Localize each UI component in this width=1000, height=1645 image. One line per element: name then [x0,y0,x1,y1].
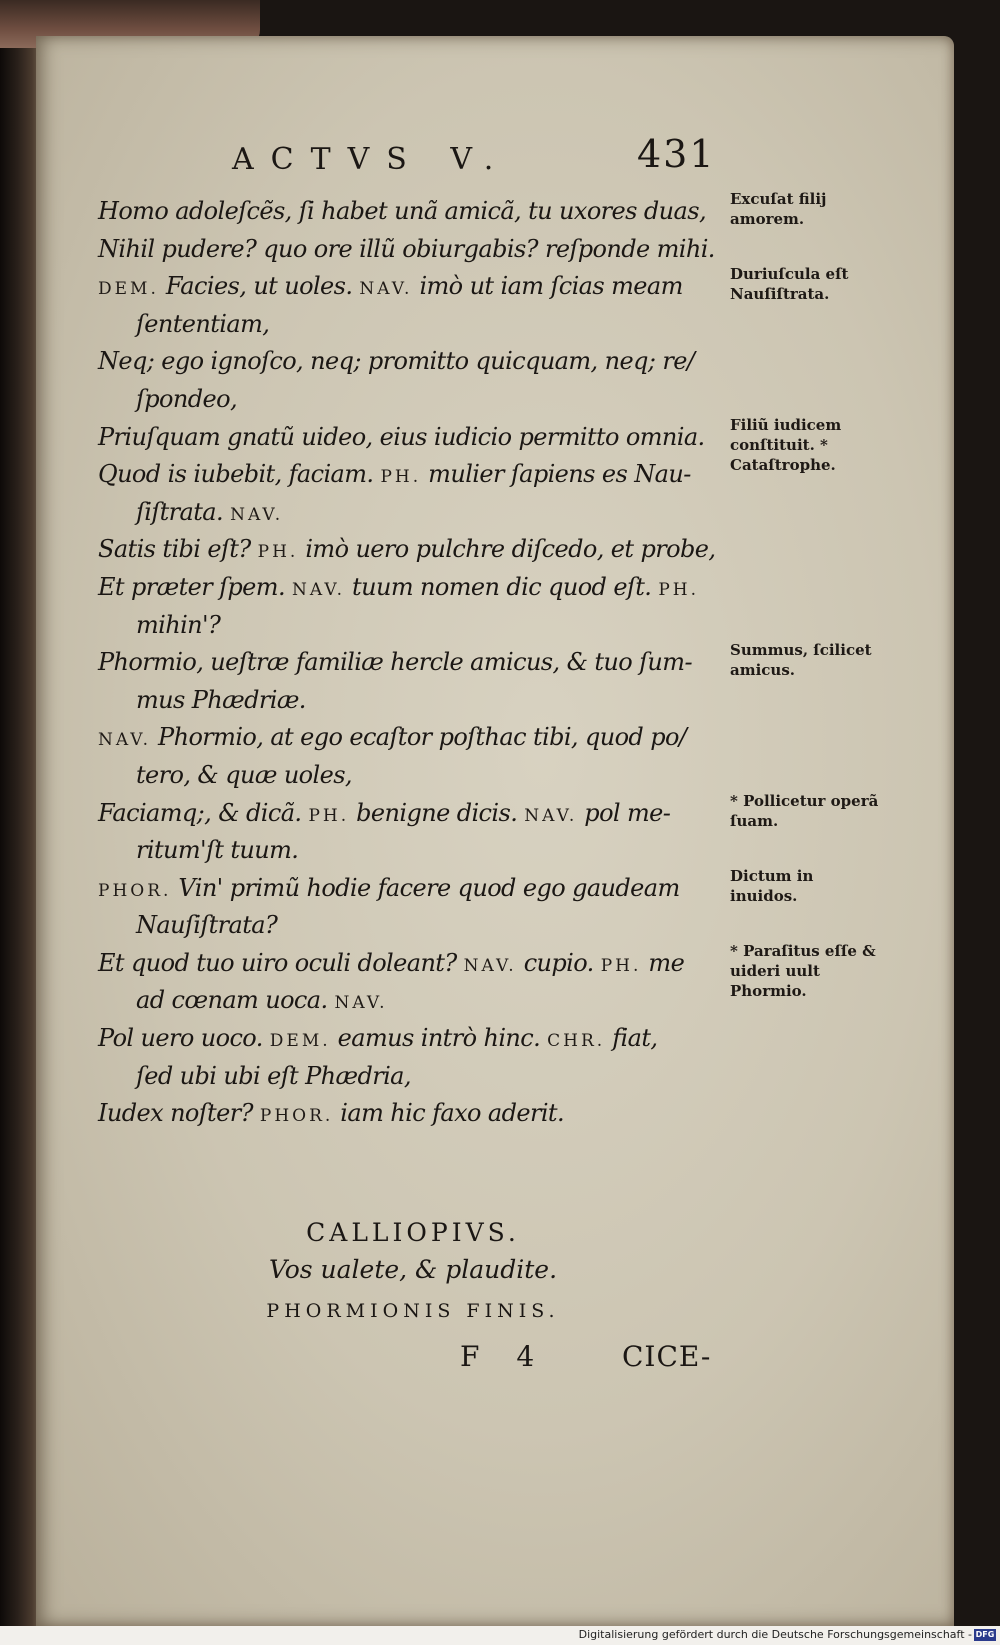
closing-speaker: CALLIOPIVS. [306,1218,520,1247]
text-line [98,757,728,795]
text-line [98,870,728,908]
line-segment: Pol uero uoco. [98,1024,270,1053]
line-segment: eamus intrò hinc. [330,1024,548,1053]
speaker-abbrev: NAV. [98,730,152,751]
speaker-abbrev: NAV. [292,579,346,600]
text-line [98,1020,728,1058]
speaker-abbrev: NAV. [359,279,413,300]
line-segment: ritum'ſt tuum. [136,836,299,865]
line-segment: ſententiam, [136,309,270,338]
speaker-abbrev: PH. [380,467,422,488]
text-line [98,456,728,494]
text-line [98,306,728,344]
line-segment: ſpondeo, [136,384,237,413]
dfg-logo: DFG [975,1630,995,1639]
text-line [98,945,728,983]
text-line [98,795,728,833]
line-segment: Faciamq;, & dicã. [98,798,309,827]
text-line [98,682,728,720]
line-segment: ſed ubi ubi eſt Phædria, [136,1061,411,1090]
text-line [98,494,728,532]
line-segment: ſiſtrata. [136,497,231,526]
text-line [98,719,728,757]
text-line [98,607,728,645]
line-segment: Phormio, ueſtræ familiæ hercle amicus, & tuo ſum- [98,648,692,677]
funding-credit: Digitalisierung gefördert durch die Deutsche Forschungsgemeinschaft - [578,1628,972,1641]
line-segment: mulier ſapiens es Nau- [421,460,691,489]
line-segment: Priuſquam gnatũ uideo, eius iudicio permitto omnia. [98,422,705,451]
line-segment: Facies, ut uoles. [158,272,360,301]
text-line [98,231,728,269]
text-line [98,193,728,231]
closing-line: Vos ualete, & plaudite. [268,1255,558,1284]
line-segment: Iudex noſter? [98,1099,260,1128]
text-line [98,268,728,306]
line-segment: pol me- [577,798,671,827]
main-text-block [98,193,728,1133]
speaker-abbrev: NAV. [230,504,284,525]
line-segment: Vin' primũ hodie facere quod ego gaudeam [171,873,680,902]
speaker-abbrev: PHOR. [98,880,172,901]
line-segment: benigne dicis. [349,798,525,827]
line-segment: me [641,948,685,977]
text-line [98,1095,728,1133]
line-segment: Phormio, at ego ecaſtor poſthac tibi, quod po/ [151,723,687,752]
line-segment: mihin'? [136,610,221,639]
marginal-note: * Pollicetur operã ſuam. [730,791,879,830]
line-segment: Neq; ego ignoſco, neq; promitto quicquam, neq; re/ [98,347,695,376]
line-segment: Quod is iubebit, faciam. [98,460,381,489]
speaker-abbrev: PH. [658,579,699,600]
speaker-abbrev: NAV. [463,955,517,976]
page-number: 431 [637,132,716,176]
line-segment: Et quod tuo uiro oculi doleant? [98,948,464,977]
text-line [98,381,728,419]
speaker-abbrev: DEM. [269,1031,331,1052]
marginal-note: Dictum in inuidos. [730,866,814,905]
book-spine [0,0,40,1645]
marginal-note: Filiũ iudicem conſtituit. * Cataſtrophe. [730,415,842,474]
finis-line: PHORMIONIS FINIS. [266,1300,560,1322]
line-segment: ad cœnam uoca. [136,986,335,1015]
text-line [98,569,728,607]
line-segment: Satis tibi eſt? [98,535,258,564]
line-segment: fiat, [605,1024,658,1053]
speaker-abbrev: CHR. [547,1031,606,1052]
text-line [98,982,728,1020]
signature-mark: F 4 [460,1340,549,1373]
marginal-note: Summus, ſcilicet amicus. [730,641,872,680]
text-line [98,343,728,381]
text-line [98,832,728,870]
line-segment: Et præter ſpem. [98,572,293,601]
line-segment: cupio. [516,948,601,977]
line-segment: tero, & quæ uoles, [136,760,352,789]
marginal-note: * Paraſitus eſſe & uideri uult Phormio. [730,942,876,1000]
line-segment: Nauſiſtrata? [136,911,278,940]
speaker-abbrev: NAV. [334,993,388,1014]
speaker-abbrev: PHOR. [259,1106,334,1127]
speaker-abbrev: PH. [308,805,350,826]
line-segment: Homo adoleſcẽs, ſi habet unã amicã, tu uxores duas, [98,197,706,225]
running-title: ACTVS V. [232,142,511,177]
text-line [98,1058,728,1096]
line-segment: tuum nomen dic quod eſt. [345,572,659,601]
line-segment: Nihil pudere? quo ore illũ obiurgabis? reſponde mihi. [98,234,715,263]
text-line [98,531,728,569]
line-segment: mus Phædriæ. [136,685,306,714]
text-line [98,644,728,682]
text-line [98,907,728,945]
speaker-abbrev: DEM. [98,279,159,300]
catchword: CICE- [622,1340,712,1373]
speaker-abbrev: NAV. [524,805,578,826]
line-segment: imò ut iam ſcias meam [412,272,683,301]
text-line [98,419,728,457]
marginal-note: Excuſat filij amorem. [730,190,827,228]
line-segment: iam hic faxo aderit. [333,1099,564,1128]
marginal-note: Duriuſcula eſt Nauſiſtrata. [730,265,849,304]
speaker-abbrev: PH. [257,542,299,563]
speaker-abbrev: PH. [600,955,642,976]
line-segment: imò uero pulchre diſcedo, et probe, [298,535,716,564]
